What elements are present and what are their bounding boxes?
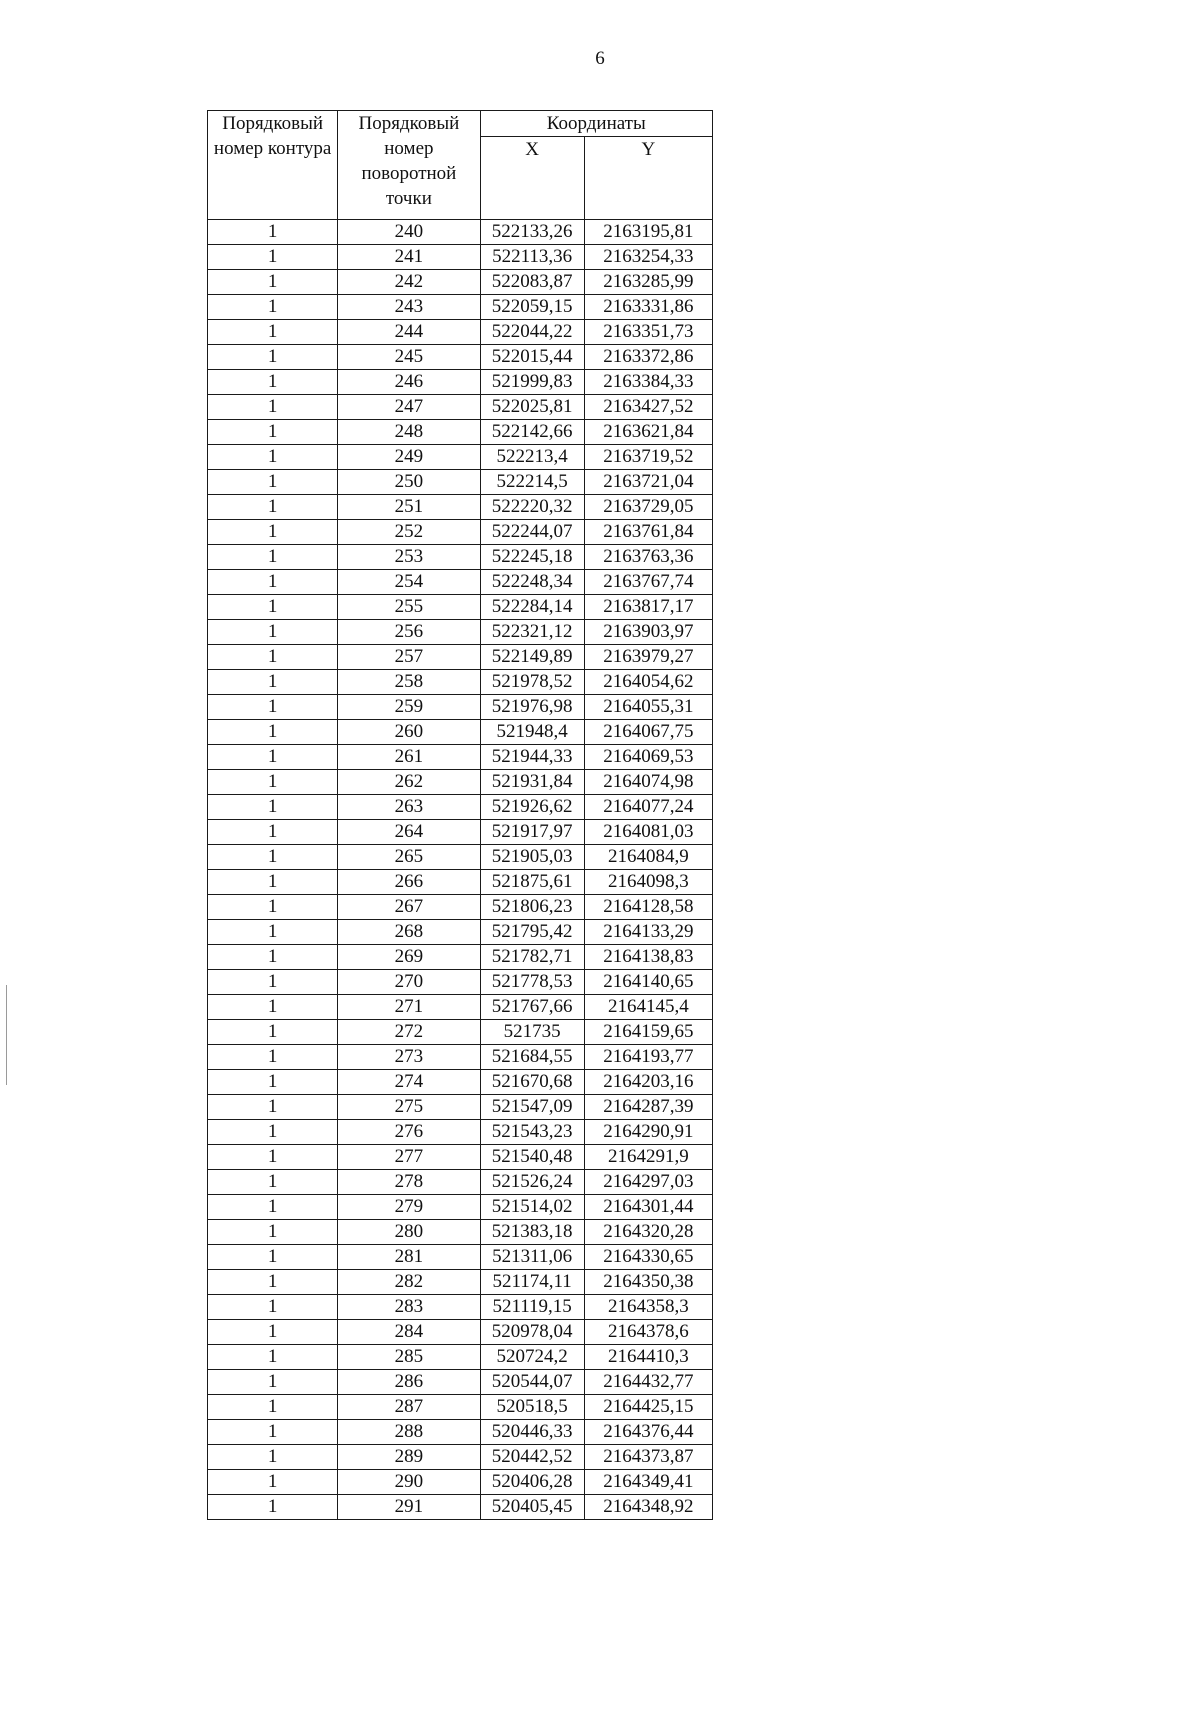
- table-row: [208, 645, 713, 670]
- cell-contour-number: 1: [208, 370, 338, 395]
- cell-y: 2163979,27: [584, 645, 712, 670]
- table-row: [208, 745, 713, 770]
- cell-x: 521976,98: [480, 695, 584, 720]
- cell-y: 2164378,6: [584, 1320, 712, 1345]
- cell-y: 2163903,97: [584, 620, 712, 645]
- cell-point-number: 247: [338, 395, 480, 420]
- cell-contour-number: 1: [208, 795, 338, 820]
- header-coordinates: Координаты: [480, 111, 712, 137]
- cell-y: 2164287,39: [584, 1095, 712, 1120]
- cell-contour-number: 1: [208, 445, 338, 470]
- table-row: [208, 1220, 713, 1245]
- cell-y: 2163384,33: [584, 370, 712, 395]
- table-row: [208, 1170, 713, 1195]
- cell-contour-number: 1: [208, 345, 338, 370]
- cell-y: 2164358,3: [584, 1295, 712, 1320]
- cell-point-number: 249: [338, 445, 480, 470]
- cell-contour-number: 1: [208, 1270, 338, 1295]
- cell-contour-number: 1: [208, 845, 338, 870]
- cell-y: 2163254,33: [584, 245, 712, 270]
- cell-x: 521514,02: [480, 1195, 584, 1220]
- table-row: [208, 1420, 713, 1445]
- cell-contour-number: 1: [208, 1420, 338, 1445]
- table-row: [208, 1095, 713, 1120]
- cell-x: 521948,4: [480, 720, 584, 745]
- table-row: [208, 1495, 713, 1520]
- table-row: [208, 1195, 713, 1220]
- cell-point-number: 262: [338, 770, 480, 795]
- cell-point-number: 283: [338, 1295, 480, 1320]
- cell-y: 2164098,3: [584, 870, 712, 895]
- cell-x: 521926,62: [480, 795, 584, 820]
- cell-y: 2164159,65: [584, 1020, 712, 1045]
- cell-point-number: 245: [338, 345, 480, 370]
- cell-point-number: 272: [338, 1020, 480, 1045]
- cell-y: 2163285,99: [584, 270, 712, 295]
- cell-contour-number: 1: [208, 1220, 338, 1245]
- cell-x: 522284,14: [480, 595, 584, 620]
- cell-point-number: 276: [338, 1120, 480, 1145]
- cell-x: 520978,04: [480, 1320, 584, 1345]
- cell-x: 520405,45: [480, 1495, 584, 1520]
- cell-x: 521311,06: [480, 1245, 584, 1270]
- table-row: [208, 495, 713, 520]
- table-row: [208, 1295, 713, 1320]
- cell-y: 2163351,73: [584, 320, 712, 345]
- cell-contour-number: 1: [208, 1145, 338, 1170]
- cell-x: 520406,28: [480, 1470, 584, 1495]
- cell-y: 2164350,38: [584, 1270, 712, 1295]
- cell-point-number: 241: [338, 245, 480, 270]
- table-row: [208, 920, 713, 945]
- cell-contour-number: 1: [208, 620, 338, 645]
- cell-contour-number: 1: [208, 420, 338, 445]
- cell-x: 522321,12: [480, 620, 584, 645]
- table-row: [208, 845, 713, 870]
- cell-point-number: 250: [338, 470, 480, 495]
- cell-point-number: 278: [338, 1170, 480, 1195]
- cell-contour-number: 1: [208, 920, 338, 945]
- cell-x: 521119,15: [480, 1295, 584, 1320]
- cell-point-number: 259: [338, 695, 480, 720]
- table-row: [208, 370, 713, 395]
- table-row: [208, 1395, 713, 1420]
- cell-x: 521670,68: [480, 1070, 584, 1095]
- cell-point-number: 277: [338, 1145, 480, 1170]
- cell-point-number: 280: [338, 1220, 480, 1245]
- cell-point-number: 271: [338, 995, 480, 1020]
- table-row: [208, 395, 713, 420]
- header-x: X: [480, 137, 584, 220]
- cell-contour-number: 1: [208, 1120, 338, 1145]
- cell-point-number: 273: [338, 1045, 480, 1070]
- cell-contour-number: 1: [208, 1395, 338, 1420]
- page-number: 6: [595, 48, 605, 69]
- cell-x: 522149,89: [480, 645, 584, 670]
- cell-point-number: 248: [338, 420, 480, 445]
- table-row: [208, 945, 713, 970]
- table-row: [208, 1345, 713, 1370]
- table-row: [208, 1470, 713, 1495]
- table-row: [208, 670, 713, 695]
- cell-contour-number: 1: [208, 645, 338, 670]
- header-point-number: Порядковый номер поворотной точки: [338, 111, 480, 220]
- cell-point-number: 255: [338, 595, 480, 620]
- table-row: [208, 770, 713, 795]
- cell-point-number: 256: [338, 620, 480, 645]
- cell-x: 522213,4: [480, 445, 584, 470]
- table-row: [208, 1245, 713, 1270]
- coordinates-table: [207, 110, 713, 1520]
- cell-point-number: 284: [338, 1320, 480, 1345]
- cell-contour-number: 1: [208, 595, 338, 620]
- cell-point-number: 290: [338, 1470, 480, 1495]
- cell-point-number: 254: [338, 570, 480, 595]
- cell-contour-number: 1: [208, 770, 338, 795]
- table-row: [208, 1145, 713, 1170]
- cell-point-number: 268: [338, 920, 480, 945]
- cell-x: 522248,34: [480, 570, 584, 595]
- cell-y: 2163621,84: [584, 420, 712, 445]
- cell-contour-number: 1: [208, 945, 338, 970]
- header-contour-number: Порядковый номер контура: [208, 111, 338, 220]
- table-body: [208, 220, 713, 1520]
- cell-y: 2164077,24: [584, 795, 712, 820]
- table-row: [208, 345, 713, 370]
- header-y: Y: [584, 137, 712, 220]
- cell-contour-number: 1: [208, 570, 338, 595]
- cell-y: 2164291,9: [584, 1145, 712, 1170]
- table-row: [208, 895, 713, 920]
- cell-contour-number: 1: [208, 720, 338, 745]
- table-row: [208, 1270, 713, 1295]
- cell-point-number: 269: [338, 945, 480, 970]
- cell-contour-number: 1: [208, 1045, 338, 1070]
- cell-contour-number: 1: [208, 545, 338, 570]
- table-row: [208, 1045, 713, 1070]
- cell-point-number: 266: [338, 870, 480, 895]
- cell-x: 521806,23: [480, 895, 584, 920]
- cell-point-number: 253: [338, 545, 480, 570]
- cell-y: 2164128,58: [584, 895, 712, 920]
- cell-point-number: 287: [338, 1395, 480, 1420]
- cell-y: 2164081,03: [584, 820, 712, 845]
- table-row: [208, 970, 713, 995]
- table-row: [208, 695, 713, 720]
- cell-y: 2164203,16: [584, 1070, 712, 1095]
- table-row: [208, 1120, 713, 1145]
- cell-point-number: 251: [338, 495, 480, 520]
- cell-contour-number: 1: [208, 1445, 338, 1470]
- cell-x: 521931,84: [480, 770, 584, 795]
- cell-x: 521540,48: [480, 1145, 584, 1170]
- cell-y: 2163721,04: [584, 470, 712, 495]
- cell-point-number: 285: [338, 1345, 480, 1370]
- cell-y: 2163763,36: [584, 545, 712, 570]
- cell-x: 521999,83: [480, 370, 584, 395]
- cell-contour-number: 1: [208, 1020, 338, 1045]
- cell-contour-number: 1: [208, 1345, 338, 1370]
- cell-point-number: 244: [338, 320, 480, 345]
- table-row: [208, 445, 713, 470]
- cell-contour-number: 1: [208, 970, 338, 995]
- cell-point-number: 258: [338, 670, 480, 695]
- cell-y: 2163331,86: [584, 295, 712, 320]
- cell-y: 2164055,31: [584, 695, 712, 720]
- cell-contour-number: 1: [208, 1095, 338, 1120]
- cell-contour-number: 1: [208, 1470, 338, 1495]
- cell-y: 2163729,05: [584, 495, 712, 520]
- cell-contour-number: 1: [208, 1195, 338, 1220]
- table-row: [208, 720, 713, 745]
- cell-contour-number: 1: [208, 270, 338, 295]
- cell-x: 522113,36: [480, 245, 584, 270]
- table-row: [208, 820, 713, 845]
- cell-point-number: 246: [338, 370, 480, 395]
- cell-contour-number: 1: [208, 1245, 338, 1270]
- cell-y: 2164290,91: [584, 1120, 712, 1145]
- cell-y: 2163817,17: [584, 595, 712, 620]
- cell-contour-number: 1: [208, 220, 338, 245]
- cell-y: 2164069,53: [584, 745, 712, 770]
- cell-point-number: 288: [338, 1420, 480, 1445]
- cell-y: 2164193,77: [584, 1045, 712, 1070]
- cell-x: 520442,52: [480, 1445, 584, 1470]
- cell-x: 521174,11: [480, 1270, 584, 1295]
- table-row: [208, 1445, 713, 1470]
- cell-y: 2164349,41: [584, 1470, 712, 1495]
- cell-y: 2164348,92: [584, 1495, 712, 1520]
- cell-y: 2163195,81: [584, 220, 712, 245]
- cell-y: 2164145,4: [584, 995, 712, 1020]
- cell-point-number: 260: [338, 720, 480, 745]
- cell-point-number: 279: [338, 1195, 480, 1220]
- table-row: [208, 270, 713, 295]
- cell-point-number: 257: [338, 645, 480, 670]
- cell-contour-number: 1: [208, 1370, 338, 1395]
- cell-contour-number: 1: [208, 395, 338, 420]
- cell-point-number: 240: [338, 220, 480, 245]
- cell-contour-number: 1: [208, 670, 338, 695]
- cell-x: 520544,07: [480, 1370, 584, 1395]
- cell-point-number: 282: [338, 1270, 480, 1295]
- table-row: [208, 320, 713, 345]
- cell-contour-number: 1: [208, 470, 338, 495]
- cell-x: 521547,09: [480, 1095, 584, 1120]
- cell-contour-number: 1: [208, 1495, 338, 1520]
- table-row: [208, 1370, 713, 1395]
- cell-x: 521778,53: [480, 970, 584, 995]
- cell-y: 2164140,65: [584, 970, 712, 995]
- cell-x: 522133,26: [480, 220, 584, 245]
- cell-point-number: 261: [338, 745, 480, 770]
- table-row: [208, 1320, 713, 1345]
- cell-contour-number: 1: [208, 1320, 338, 1345]
- table-row: [208, 420, 713, 445]
- cell-contour-number: 1: [208, 1295, 338, 1320]
- cell-x: 520518,5: [480, 1395, 584, 1420]
- cell-point-number: 265: [338, 845, 480, 870]
- cell-point-number: 242: [338, 270, 480, 295]
- table-row: [208, 545, 713, 570]
- cell-contour-number: 1: [208, 295, 338, 320]
- cell-point-number: 289: [338, 1445, 480, 1470]
- cell-point-number: 274: [338, 1070, 480, 1095]
- cell-y: 2163719,52: [584, 445, 712, 470]
- cell-point-number: 267: [338, 895, 480, 920]
- cell-y: 2164138,83: [584, 945, 712, 970]
- cell-y: 2164376,44: [584, 1420, 712, 1445]
- cell-y: 2164133,29: [584, 920, 712, 945]
- scan-artifact-line: [6, 985, 7, 1085]
- cell-x: 522142,66: [480, 420, 584, 445]
- cell-contour-number: 1: [208, 1170, 338, 1195]
- cell-contour-number: 1: [208, 1070, 338, 1095]
- cell-x: 521526,24: [480, 1170, 584, 1195]
- cell-y: 2163761,84: [584, 520, 712, 545]
- cell-y: 2164432,77: [584, 1370, 712, 1395]
- table-row: [208, 1020, 713, 1045]
- cell-x: 521978,52: [480, 670, 584, 695]
- cell-x: 521543,23: [480, 1120, 584, 1145]
- cell-y: 2164054,62: [584, 670, 712, 695]
- cell-y: 2164074,98: [584, 770, 712, 795]
- cell-point-number: 270: [338, 970, 480, 995]
- cell-y: 2164425,15: [584, 1395, 712, 1420]
- cell-contour-number: 1: [208, 495, 338, 520]
- cell-point-number: 264: [338, 820, 480, 845]
- cell-contour-number: 1: [208, 245, 338, 270]
- cell-x: 521875,61: [480, 870, 584, 895]
- cell-x: 522245,18: [480, 545, 584, 570]
- table-row: [208, 520, 713, 545]
- cell-x: 521905,03: [480, 845, 584, 870]
- cell-contour-number: 1: [208, 820, 338, 845]
- cell-x: 522083,87: [480, 270, 584, 295]
- table-row: [208, 995, 713, 1020]
- cell-point-number: 291: [338, 1495, 480, 1520]
- cell-point-number: 243: [338, 295, 480, 320]
- cell-point-number: 263: [338, 795, 480, 820]
- cell-x: 521944,33: [480, 745, 584, 770]
- cell-x: 521917,97: [480, 820, 584, 845]
- cell-x: 522059,15: [480, 295, 584, 320]
- cell-y: 2164373,87: [584, 1445, 712, 1470]
- cell-x: 521735: [480, 1020, 584, 1045]
- table-row: [208, 570, 713, 595]
- cell-y: 2164067,75: [584, 720, 712, 745]
- cell-x: 522025,81: [480, 395, 584, 420]
- cell-y: 2164320,28: [584, 1220, 712, 1245]
- cell-x: 520724,2: [480, 1345, 584, 1370]
- table-row: [208, 1070, 713, 1095]
- cell-x: 521767,66: [480, 995, 584, 1020]
- cell-contour-number: 1: [208, 995, 338, 1020]
- table-row: [208, 470, 713, 495]
- cell-y: 2164410,3: [584, 1345, 712, 1370]
- cell-x: 522015,44: [480, 345, 584, 370]
- cell-y: 2163767,74: [584, 570, 712, 595]
- cell-y: 2164301,44: [584, 1195, 712, 1220]
- cell-contour-number: 1: [208, 520, 338, 545]
- cell-y: 2164297,03: [584, 1170, 712, 1195]
- cell-point-number: 275: [338, 1095, 480, 1120]
- cell-x: 521383,18: [480, 1220, 584, 1245]
- cell-x: 522044,22: [480, 320, 584, 345]
- table-row: [208, 620, 713, 645]
- cell-y: 2164084,9: [584, 845, 712, 870]
- cell-contour-number: 1: [208, 895, 338, 920]
- table-row: [208, 595, 713, 620]
- table-row: [208, 795, 713, 820]
- table-row: [208, 220, 713, 245]
- cell-y: 2163372,86: [584, 345, 712, 370]
- cell-y: 2164330,65: [584, 1245, 712, 1270]
- cell-x: 522244,07: [480, 520, 584, 545]
- cell-contour-number: 1: [208, 695, 338, 720]
- table-row: [208, 295, 713, 320]
- cell-x: 522220,32: [480, 495, 584, 520]
- cell-x: 520446,33: [480, 1420, 584, 1445]
- cell-contour-number: 1: [208, 870, 338, 895]
- table-row: [208, 245, 713, 270]
- table-header: [208, 111, 713, 220]
- cell-y: 2163427,52: [584, 395, 712, 420]
- cell-x: 521782,71: [480, 945, 584, 970]
- cell-contour-number: 1: [208, 745, 338, 770]
- cell-x: 521684,55: [480, 1045, 584, 1070]
- cell-point-number: 281: [338, 1245, 480, 1270]
- table-row: [208, 870, 713, 895]
- cell-point-number: 286: [338, 1370, 480, 1395]
- cell-x: 522214,5: [480, 470, 584, 495]
- cell-x: 521795,42: [480, 920, 584, 945]
- cell-contour-number: 1: [208, 320, 338, 345]
- cell-point-number: 252: [338, 520, 480, 545]
